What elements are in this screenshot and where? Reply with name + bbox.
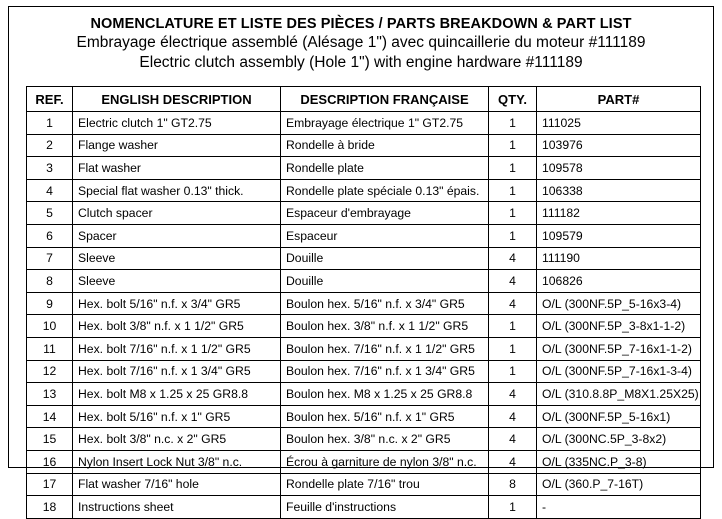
cell-qty: 1 bbox=[489, 202, 537, 225]
table-row bbox=[27, 337, 701, 360]
cell-ref: 7 bbox=[27, 247, 73, 270]
cell-ref: 14 bbox=[27, 405, 73, 428]
cell-french: Embrayage électrique 1" GT2.75 bbox=[281, 112, 489, 135]
cell-ref: 17 bbox=[27, 473, 73, 496]
cell-ref: 16 bbox=[27, 450, 73, 473]
cell-qty: 1 bbox=[489, 157, 537, 180]
cell-english: Flat washer 7/16" hole bbox=[73, 473, 281, 496]
cell-ref: 3 bbox=[27, 157, 73, 180]
cell-part: O/L (300NF.5P_7-16x1-3-4) bbox=[537, 360, 701, 383]
table-row bbox=[27, 315, 701, 338]
cell-english: Hex. bolt M8 x 1.25 x 25 GR8.8 bbox=[73, 383, 281, 406]
table-row bbox=[27, 360, 701, 383]
cell-french: Espaceur bbox=[281, 224, 489, 247]
cell-french: Boulon hex. 3/8" n.c. x 2" GR5 bbox=[281, 428, 489, 451]
cell-part: O/L (335NC.P_3-8) bbox=[537, 450, 701, 473]
cell-ref: 6 bbox=[27, 224, 73, 247]
table-row bbox=[27, 112, 701, 135]
cell-ref: 4 bbox=[27, 179, 73, 202]
cell-french: Boulon hex. M8 x 1.25 x 25 GR8.8 bbox=[281, 383, 489, 406]
cell-ref: 12 bbox=[27, 360, 73, 383]
table-row bbox=[27, 202, 701, 225]
column-header-french-description: DESCRIPTION FRANÇAISE bbox=[281, 87, 489, 112]
cell-ref: 18 bbox=[27, 496, 73, 519]
cell-english: Instructions sheet bbox=[73, 496, 281, 519]
cell-qty: 8 bbox=[489, 473, 537, 496]
cell-qty: 1 bbox=[489, 134, 537, 157]
table-row bbox=[27, 450, 701, 473]
cell-english: Hex. bolt 3/8" n.f. x 1 1/2" GR5 bbox=[73, 315, 281, 338]
table-row bbox=[27, 224, 701, 247]
cell-qty: 1 bbox=[489, 224, 537, 247]
subtitle-english: Electric clutch assembly (Hole 1") with engine hardware #111189 bbox=[139, 54, 583, 71]
cell-part: O/L (300NF.5P_3-8x1-1-2) bbox=[537, 315, 701, 338]
cell-ref: 11 bbox=[27, 337, 73, 360]
cell-ref: 5 bbox=[27, 202, 73, 225]
cell-english: Hex. bolt 3/8" n.c. x 2" GR5 bbox=[73, 428, 281, 451]
cell-english: Hex. bolt 5/16" n.f. x 3/4" GR5 bbox=[73, 292, 281, 315]
table-row bbox=[27, 473, 701, 496]
cell-french: Feuille d'instructions bbox=[281, 496, 489, 519]
column-header-part-number: PART# bbox=[537, 87, 701, 112]
cell-qty: 4 bbox=[489, 292, 537, 315]
cell-french: Écrou à garniture de nylon 3/8" n.c. bbox=[281, 450, 489, 473]
cell-english: Electric clutch 1" GT2.75 bbox=[73, 112, 281, 135]
cell-english: Flat washer bbox=[73, 157, 281, 180]
cell-qty: 1 bbox=[489, 337, 537, 360]
cell-part: 109578 bbox=[537, 157, 701, 180]
cell-french: Rondelle plate spéciale 0.13" épais. bbox=[281, 179, 489, 202]
cell-qty: 4 bbox=[489, 450, 537, 473]
cell-part: O/L (300NF.5P_5-16x3-4) bbox=[537, 292, 701, 315]
cell-qty: 1 bbox=[489, 315, 537, 338]
cell-french: Boulon hex. 3/8" n.f. x 1 1/2" GR5 bbox=[281, 315, 489, 338]
cell-part: 106338 bbox=[537, 179, 701, 202]
parts-table bbox=[26, 86, 701, 519]
table-row bbox=[27, 496, 701, 519]
cell-english: Nylon Insert Lock Nut 3/8" n.c. bbox=[73, 450, 281, 473]
column-header-qty: QTY. bbox=[489, 87, 537, 112]
cell-french: Boulon hex. 7/16" n.f. x 1 1/2" GR5 bbox=[281, 337, 489, 360]
table-row bbox=[27, 157, 701, 180]
cell-ref: 1 bbox=[27, 112, 73, 135]
cell-ref: 10 bbox=[27, 315, 73, 338]
subtitle-french: Embrayage électrique assemblé (Alésage 1") avec quincaillerie du moteur #111189 bbox=[76, 34, 646, 51]
cell-english: Hex. bolt 7/16" n.f. x 1 3/4" GR5 bbox=[73, 360, 281, 383]
cell-ref: 13 bbox=[27, 383, 73, 406]
column-header-ref: REF. bbox=[27, 87, 73, 112]
table-row bbox=[27, 270, 701, 293]
table-header-row bbox=[27, 87, 701, 112]
cell-french: Boulon hex. 7/16" n.f. x 1 3/4" GR5 bbox=[281, 360, 489, 383]
cell-part: O/L (310.8.8P_M8X1.25X25) bbox=[537, 383, 701, 406]
cell-part: O/L (300NC.5P_3-8x2) bbox=[537, 428, 701, 451]
cell-part: 111190 bbox=[537, 247, 701, 270]
cell-qty: 1 bbox=[489, 179, 537, 202]
cell-english: Clutch spacer bbox=[73, 202, 281, 225]
cell-part: 106826 bbox=[537, 270, 701, 293]
cell-french: Rondelle plate bbox=[281, 157, 489, 180]
cell-part: 111025 bbox=[537, 112, 701, 135]
cell-ref: 2 bbox=[27, 134, 73, 157]
cell-part: - bbox=[537, 496, 701, 519]
table-row bbox=[27, 179, 701, 202]
cell-part: O/L (360.P_7-16T) bbox=[537, 473, 701, 496]
cell-part: 109579 bbox=[537, 224, 701, 247]
cell-ref: 9 bbox=[27, 292, 73, 315]
cell-qty: 4 bbox=[489, 428, 537, 451]
table-row bbox=[27, 247, 701, 270]
cell-ref: 8 bbox=[27, 270, 73, 293]
cell-qty: 1 bbox=[489, 112, 537, 135]
cell-qty: 1 bbox=[489, 360, 537, 383]
table-row bbox=[27, 292, 701, 315]
cell-english: Sleeve bbox=[73, 247, 281, 270]
cell-french: Douille bbox=[281, 247, 489, 270]
cell-part: 103976 bbox=[537, 134, 701, 157]
cell-ref: 15 bbox=[27, 428, 73, 451]
cell-part: 111182 bbox=[537, 202, 701, 225]
cell-french: Boulon hex. 5/16" n.f. x 3/4" GR5 bbox=[281, 292, 489, 315]
cell-french: Boulon hex. 5/16" n.f. x 1" GR5 bbox=[281, 405, 489, 428]
cell-french: Douille bbox=[281, 270, 489, 293]
cell-english: Flange washer bbox=[73, 134, 281, 157]
cell-french: Espaceur d'embrayage bbox=[281, 202, 489, 225]
document-title-block bbox=[9, 7, 713, 72]
cell-part: O/L (300NF.5P_7-16x1-1-2) bbox=[537, 337, 701, 360]
cell-part: O/L (300NF.5P_5-16x1) bbox=[537, 405, 701, 428]
cell-qty: 4 bbox=[489, 383, 537, 406]
table-row bbox=[27, 405, 701, 428]
page-title: NOMENCLATURE ET LISTE DES PIÈCES / PARTS BREAKDOWN & PART LIST bbox=[90, 16, 632, 32]
cell-english: Sleeve bbox=[73, 270, 281, 293]
cell-english: Hex. bolt 7/16" n.f. x 1 1/2" GR5 bbox=[73, 337, 281, 360]
table-row bbox=[27, 134, 701, 157]
cell-english: Special flat washer 0.13" thick. bbox=[73, 179, 281, 202]
cell-french: Rondelle plate 7/16" trou bbox=[281, 473, 489, 496]
cell-english: Hex. bolt 5/16" n.f. x 1" GR5 bbox=[73, 405, 281, 428]
cell-english: Spacer bbox=[73, 224, 281, 247]
cell-french: Rondelle à bride bbox=[281, 134, 489, 157]
cell-qty: 4 bbox=[489, 247, 537, 270]
table-row bbox=[27, 428, 701, 451]
cell-qty: 1 bbox=[489, 496, 537, 519]
cell-qty: 4 bbox=[489, 405, 537, 428]
table-row bbox=[27, 383, 701, 406]
column-header-english-description: ENGLISH DESCRIPTION bbox=[73, 87, 281, 112]
cell-qty: 4 bbox=[489, 270, 537, 293]
